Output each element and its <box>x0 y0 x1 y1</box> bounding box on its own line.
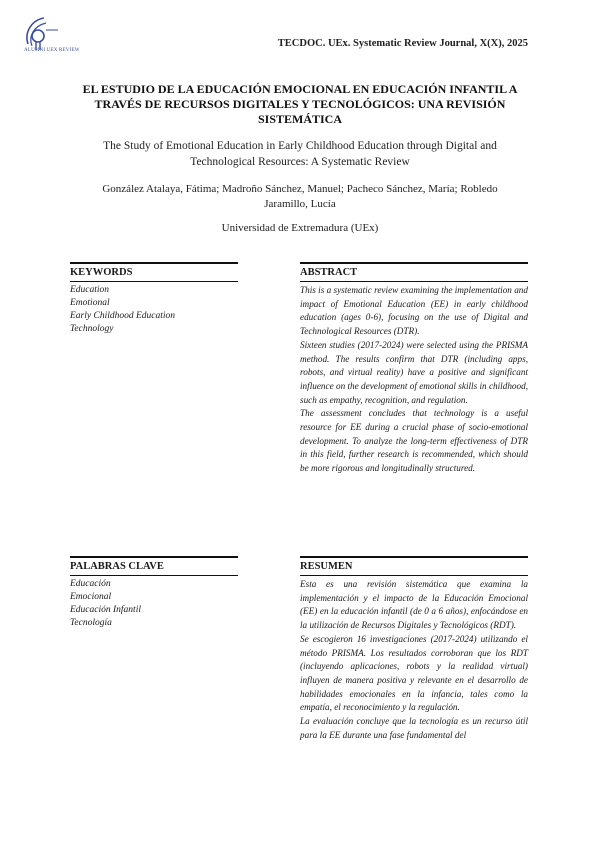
abstract-column <box>300 262 528 476</box>
resumen-paragraph: La evaluación concluye que la tecnología es un recurso útil para la EE durante una fase fundamental del <box>300 716 528 740</box>
keywords-heading: KEYWORDS <box>70 262 238 282</box>
authors: González Atalaya, Fátima; Madroño Sánchez, Manuel; Pacheco Sánchez, María; Robledo Jaramillo, Lucía <box>102 183 498 210</box>
keyword: Technology <box>70 324 114 334</box>
keyword: Education <box>70 285 110 295</box>
resumen-heading: RESUMEN <box>300 556 528 576</box>
abstract-paragraph: Sixteen studies (2017-2024) were selected using the PRISMA method. The results confirm that DTR (including apps, robots, and virtual reality) have a positive and significant influence on the development of emotional skills in childhood, such as empathy, recognition, and regulation. <box>300 339 528 405</box>
palabras-clave-heading: PALABRAS CLAVE <box>70 556 238 576</box>
journal-citation: TECDOC. UEx. Systematic Review Journal, X(X), 2025 <box>277 38 528 49</box>
keyword: Educación <box>70 579 111 589</box>
abstract-paragraph: This is a systematic review examining the implementation and impact of Emotional Education (EE) in early childhood education (ages 0-6), focusing on the use of Digital and Technological Resources (DTR). <box>300 285 528 337</box>
abstract-paragraph: The assessment concludes that technology is a useful resource for EE during a crucial phase of socio-emotional development. To analyze the long-term effectiveness of DTR in this field, further research is recommended, which should be more rigorous and longitudinally structured. <box>300 408 528 474</box>
palabras-clave-column <box>70 556 238 630</box>
keyword: Emotional <box>70 298 110 308</box>
logo-caption: ALUMNI UEX REVIEW <box>24 48 80 53</box>
keyword: Early Childhood Education <box>70 311 176 321</box>
keyword: Tecnología <box>70 618 112 628</box>
affiliation: Universidad de Extremadura (UEx) <box>221 222 379 234</box>
palabras-clave-list <box>70 576 238 630</box>
resumen-paragraph: Se escogieron 16 investigaciones (2017-2024) utilizando el método PRISMA. Los resultados corroboran que los RDT (incluyendo aplicaciones, robots y la realidad virtual) influyen de manera positiva y relevante en el desarrollo de habilidades emocionales en la infancia, tales como la empatía, el reconocimiento y la regulación. <box>300 633 528 713</box>
keyword: Emocional <box>70 592 112 602</box>
abstract-heading: ABSTRACT <box>300 262 528 282</box>
keywords-column <box>70 262 238 336</box>
resumen-column <box>300 556 528 742</box>
keywords-list <box>70 282 238 336</box>
resumen-paragraph: Esta es una revisión sistemática que examina la implementación y el impacto de la Educación Emocional (EE) en la educación infantil (de 0 a 6 años), enfocándose en la utilización de Recursos Digitales y Tecnológicos (RDT). <box>300 579 528 631</box>
title-english: The Study of Emotional Education in Early Childhood Education through Digital and Technological Resources: A Systematic Review <box>103 140 497 168</box>
keyword: Educación Infantil <box>70 605 141 615</box>
title-spanish: EL ESTUDIO DE LA EDUCACIÓN EMOCIONAL EN EDUCACIÓN INFANTIL A TRAVÉS DE RECURSOS DIGITALES Y TECNOLÓGICOS: UNA REVISIÓN SISTEMÁTICA <box>82 82 518 126</box>
